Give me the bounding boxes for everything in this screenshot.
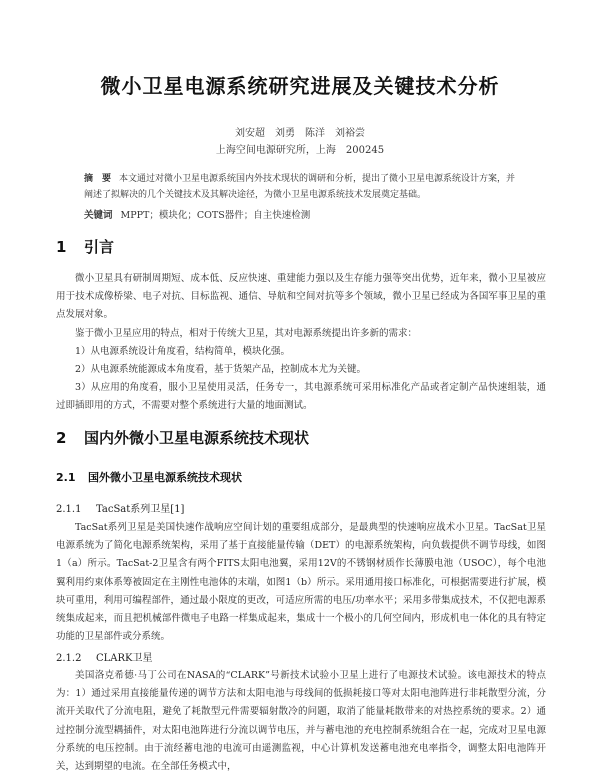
section-2-1-1-title: TacSat系列卫星[1]	[96, 504, 185, 515]
paper-title: 微小卫星电源系统研究进展及关键技术分析	[100, 74, 500, 98]
requirement-item-1: 1）从电源系统设计角度看，结构简单，模块化强。	[75, 346, 291, 357]
section-2-heading	[56, 427, 309, 448]
keywords-label: 关键词	[84, 210, 113, 221]
requirement-item-3: 3）从应用的角度看，服小卫星使用灵活，任务专一，其电源系统可采用标准化产品或者定制产品快速组装，通过即插即用的方式，不需要对整个系统进行大量的地面测试。	[56, 382, 546, 412]
section-2-1-1-paragraph: TacSat系列卫星是美国快速作战响应空间计划的重要组成部分，是最典型的快速响应战术小卫星。TacSat卫星电源系统为了简化电源系统架构，采用了基于直接能量传输（DET）的电源系统架构，向负载提供不调节母线，如图1（a）所示。TacSat-2卫星含有两个FITS太阳电池翼，采用12V的不锈钢材质作长薄膜电池（USOC），每个电池翼利用约束体系筹被固定在主刚性电池体的末端，如图1（b）所示。采用通用接口标准化，可根据需要进行扩展，模块可重用，利用可编程部件，通过最小限度的更改，可适应所需的电压/功率水平；采用多带集成技术，不仅把电源系统集成起来，而且把机械部件微电子电路一样集成起来，集成十一个极小的几何空间内，形成机电一体化的具有特定功能的卫星部件或分系统。	[56, 522, 546, 643]
section-1-paragraph-2: 鉴于微小卫星应用的特点，相对于传统大卫星，其对电源系统提出许多新的需求：	[75, 328, 418, 339]
section-1-heading	[56, 236, 114, 257]
section-1-number: 1	[56, 238, 67, 256]
section-1-title: 引言	[84, 238, 115, 256]
requirement-item-2: 2）从电源系统能源成本角度看，基于货架产品，控制成本尤为关键。	[75, 364, 367, 375]
section-2-1-2-paragraph: 美国洛克希德·马丁公司在NASA的“CLARK”号新技术试验小卫星上进行了电源技术试验。该电源技术的特点为：1）通过采用直接能量传递的调节方法和太阳电池与母线间的低损耗接口等对太阳电池阵进行非耗散型分流，分流开关取代了分流电阻，避免了耗散型元件需要辐射散冷的问题，取消了能量耗散带来的对热控系统的要求。2）通过控制分流型耦插件，对太阳电池阵进行分流以调节电压，并与蓄电池的充电控制系统组合在一起，完成对卫星电源分系统的电压控制。由于流经蓄电池的电流可由遥测监视，中心计算机发送蓄电池充电率指令，调整太阳电池阵开关，达到期望的电流。在全部任务模式中，	[56, 670, 546, 773]
section-2-1-number: 2.1	[56, 471, 76, 484]
abstract-text: 本文通过对微小卫星电源系统国内外技术现状的调研和分析，提出了微小卫星电源系统设计方案，并阐述了拟解决的几个关键技术及其解决途径，为微小卫星电源系统技术发展奠定基础。	[84, 174, 516, 200]
keywords	[84, 207, 516, 221]
section-2-1-2-heading	[56, 649, 153, 664]
section-2-1-1-heading	[56, 500, 184, 515]
author-list: 刘安超 刘勇 陈洋 刘裕尝	[235, 128, 365, 139]
abstract	[84, 171, 516, 203]
section-2-1-2-number: 2.1.2	[56, 653, 82, 664]
abstract-label: 摘 要	[84, 174, 112, 184]
section-2-1-1-number: 2.1.1	[56, 504, 82, 515]
section-2-1-title: 国外微小卫星电源系统技术现状	[88, 471, 242, 484]
keywords-text: MPPT；模块化；COTS器件；自主快速检测	[120, 210, 311, 221]
section-2-number: 2	[56, 429, 67, 447]
section-2-title: 国内外微小卫星电源系统技术现状	[84, 429, 310, 447]
section-1-paragraph-1: 微小卫星具有研制周期短、成本低、反应快速、重建能力强以及生存能力强等突出优势，近年来，微小卫星被应用于技术成像桥梁、电子对抗、目标监视、通信、导航和空间对抗等多个领域，微小卫星已经成为各国军事卫星的重点发展对象。	[56, 273, 546, 321]
affiliation: 上海空间电源研究所，上海 200245	[215, 145, 385, 156]
section-2-1-heading	[56, 469, 242, 485]
section-2-1-2-title: CLARK卫星	[96, 653, 153, 664]
